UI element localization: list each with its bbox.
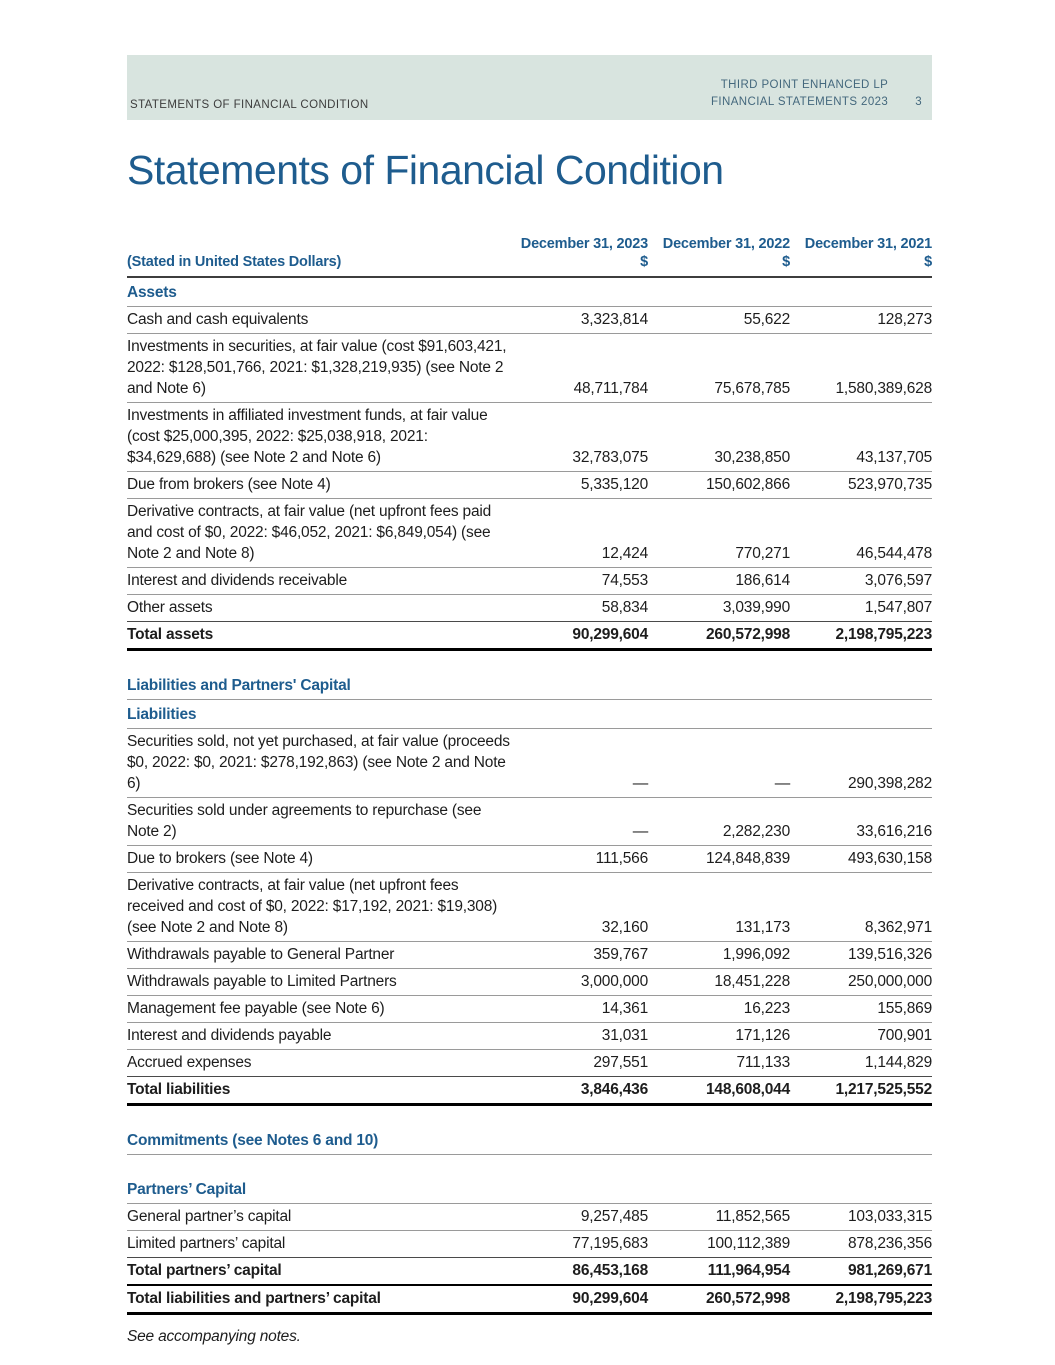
row-value: 3,039,990 xyxy=(648,595,790,622)
row-value: 90,299,604 xyxy=(512,1285,648,1314)
row-value: 14,361 xyxy=(512,996,648,1023)
table-row xyxy=(127,568,932,595)
row-label: Investments in affiliated investment funds, at fair value (cost $25,000,395, 2022: $25,038,918, 2021: $34,629,688) (see Note 2 and Note 6) xyxy=(127,403,512,472)
row-value: 103,033,315 xyxy=(790,1204,932,1231)
section-header-row xyxy=(127,277,932,307)
row-value: 981,269,671 xyxy=(790,1258,932,1286)
row-value: 2,198,795,223 xyxy=(790,622,932,650)
row-value: 128,273 xyxy=(790,307,932,334)
row-value: 18,451,228 xyxy=(648,969,790,996)
table-body xyxy=(127,277,932,1314)
table-row xyxy=(127,622,932,650)
column-currency-2022: $ xyxy=(782,254,790,270)
row-value: — xyxy=(648,729,790,798)
column-header-row xyxy=(127,233,932,277)
row-value: 16,223 xyxy=(648,996,790,1023)
table-row xyxy=(127,403,932,472)
section-label: Liabilities xyxy=(127,700,932,729)
row-value: 148,608,044 xyxy=(648,1077,790,1105)
row-value: 111,566 xyxy=(512,846,648,873)
row-value: 12,424 xyxy=(512,499,648,568)
row-value: 32,160 xyxy=(512,873,648,942)
section-label: Commitments (see Notes 6 and 10) xyxy=(127,1105,932,1155)
table-row xyxy=(127,499,932,568)
row-value: 260,572,998 xyxy=(648,1285,790,1314)
row-value: 493,630,158 xyxy=(790,846,932,873)
row-value: 1,547,807 xyxy=(790,595,932,622)
row-value: 1,996,092 xyxy=(648,942,790,969)
row-label: Withdrawals payable to General Partner xyxy=(127,942,512,969)
row-label: Securities sold under agreements to repurchase (see Note 2) xyxy=(127,798,512,846)
running-header-right-lines xyxy=(711,77,888,111)
row-value: 3,323,814 xyxy=(512,307,648,334)
table-row xyxy=(127,1285,932,1314)
table-row xyxy=(127,996,932,1023)
row-label: Due to brokers (see Note 4) xyxy=(127,846,512,873)
table-row xyxy=(127,846,932,873)
row-value: 3,000,000 xyxy=(512,969,648,996)
row-value: 523,970,735 xyxy=(790,472,932,499)
row-value: 124,848,839 xyxy=(648,846,790,873)
column-currency-2023: $ xyxy=(640,254,648,270)
row-value: 290,398,282 xyxy=(790,729,932,798)
column-header-2021 xyxy=(790,233,932,277)
table-row xyxy=(127,969,932,996)
table-row xyxy=(127,1050,932,1077)
table-row xyxy=(127,729,932,798)
running-header-left: STATEMENTS OF FINANCIAL CONDITION xyxy=(130,99,369,111)
table-row xyxy=(127,873,932,942)
row-value: 3,076,597 xyxy=(790,568,932,595)
page-number: 3 xyxy=(915,96,922,108)
table-row xyxy=(127,595,932,622)
row-value: 75,678,785 xyxy=(648,334,790,403)
row-value: 77,195,683 xyxy=(512,1231,648,1258)
section-label: Partners’ Capital xyxy=(127,1155,932,1204)
column-header-2023 xyxy=(512,233,648,277)
row-value: 3,846,436 xyxy=(512,1077,648,1105)
row-value: 260,572,998 xyxy=(648,622,790,650)
table-row xyxy=(127,1231,932,1258)
row-label: Derivative contracts, at fair value (net upfront fees paid and cost of $0, 2022: $46,052, 2021: $6,849,054) (see Note 2 and Note 8) xyxy=(127,499,512,568)
section-header-row xyxy=(127,1105,932,1155)
table-row xyxy=(127,1077,932,1105)
table-row xyxy=(127,1023,932,1050)
row-value: 111,964,954 xyxy=(648,1258,790,1286)
table-row xyxy=(127,307,932,334)
row-label: Derivative contracts, at fair value (net upfront fees received and cost of $0, 2022: $17,192, 2021: $19,308) (see Note 2 and Note 8) xyxy=(127,873,512,942)
column-header-2022 xyxy=(648,233,790,277)
row-value: 2,282,230 xyxy=(648,798,790,846)
row-value: 8,362,971 xyxy=(790,873,932,942)
company-name: THIRD POINT ENHANCED LP xyxy=(720,79,889,91)
row-value: 297,551 xyxy=(512,1050,648,1077)
section-header-row xyxy=(127,700,932,729)
row-value: 711,133 xyxy=(648,1050,790,1077)
running-header-right xyxy=(711,77,922,111)
row-value: 770,271 xyxy=(648,499,790,568)
row-value: 30,238,850 xyxy=(648,403,790,472)
row-label: Cash and cash equivalents xyxy=(127,307,512,334)
row-value: 131,173 xyxy=(648,873,790,942)
row-value: 74,553 xyxy=(512,568,648,595)
section-label: Assets xyxy=(127,277,932,307)
column-date-2022: December 31, 2022 xyxy=(662,236,790,252)
row-value: 58,834 xyxy=(512,595,648,622)
page-header-band xyxy=(127,55,932,120)
row-value: 9,257,485 xyxy=(512,1204,648,1231)
row-label: Interest and dividends receivable xyxy=(127,568,512,595)
row-value: 86,453,168 xyxy=(512,1258,648,1286)
row-value: 359,767 xyxy=(512,942,648,969)
row-value: 1,217,525,552 xyxy=(790,1077,932,1105)
row-value: 43,137,705 xyxy=(790,403,932,472)
row-label: Other assets xyxy=(127,595,512,622)
row-value: — xyxy=(512,798,648,846)
row-label: Interest and dividends payable xyxy=(127,1023,512,1050)
row-value: 5,335,120 xyxy=(512,472,648,499)
row-value: 250,000,000 xyxy=(790,969,932,996)
row-value: 31,031 xyxy=(512,1023,648,1050)
row-value: 878,236,356 xyxy=(790,1231,932,1258)
table-row xyxy=(127,942,932,969)
section-header-row xyxy=(127,650,932,700)
row-label: Total assets xyxy=(127,622,512,650)
row-value: 46,544,478 xyxy=(790,499,932,568)
row-label: Withdrawals payable to Limited Partners xyxy=(127,969,512,996)
row-value: — xyxy=(512,729,648,798)
row-value: 55,622 xyxy=(648,307,790,334)
row-label: Total liabilities and partners’ capital xyxy=(127,1285,512,1314)
row-value: 11,852,565 xyxy=(648,1204,790,1231)
accompanying-notes-footnote: See accompanying notes. xyxy=(127,1328,301,1345)
row-value: 700,901 xyxy=(790,1023,932,1050)
page-content xyxy=(127,0,932,1346)
column-date-2021: December 31, 2021 xyxy=(804,236,932,252)
table-row xyxy=(127,798,932,846)
row-value: 150,602,866 xyxy=(648,472,790,499)
row-value: 186,614 xyxy=(648,568,790,595)
row-value: 32,783,075 xyxy=(512,403,648,472)
table-row xyxy=(127,334,932,403)
table-row xyxy=(127,472,932,499)
row-label: Total partners’ capital xyxy=(127,1258,512,1286)
page-title: Statements of Financial Condition xyxy=(127,147,724,193)
section-label: Liabilities and Partners' Capital xyxy=(127,650,932,700)
table-row xyxy=(127,1204,932,1231)
table-row xyxy=(127,1258,932,1286)
row-label: Due from brokers (see Note 4) xyxy=(127,472,512,499)
row-value: 100,112,389 xyxy=(648,1231,790,1258)
stated-in-label: (Stated in United States Dollars) xyxy=(127,233,512,277)
row-value: 1,580,389,628 xyxy=(790,334,932,403)
row-value: 33,616,216 xyxy=(790,798,932,846)
row-label: General partner’s capital xyxy=(127,1204,512,1231)
section-header-row xyxy=(127,1155,932,1204)
row-value: 2,198,795,223 xyxy=(790,1285,932,1314)
row-value: 139,516,326 xyxy=(790,942,932,969)
row-label: Total liabilities xyxy=(127,1077,512,1105)
row-value: 90,299,604 xyxy=(512,622,648,650)
row-value: 155,869 xyxy=(790,996,932,1023)
row-value: 171,126 xyxy=(648,1023,790,1050)
row-label: Investments in securities, at fair value (cost $91,603,421, 2022: $128,501,766, 2021: $1,328,219,935) (see Note 2 and Note 6) xyxy=(127,334,512,403)
row-label: Securities sold, not yet purchased, at fair value (proceeds $0, 2022: $0, 2021: $278,192,863) (see Note 2 and Note 6) xyxy=(127,729,512,798)
report-name: FINANCIAL STATEMENTS 2023 xyxy=(710,96,889,108)
column-date-2023: December 31, 2023 xyxy=(520,236,648,252)
row-label: Limited partners’ capital xyxy=(127,1231,512,1258)
row-value: 1,144,829 xyxy=(790,1050,932,1077)
column-currency-2021: $ xyxy=(924,254,932,270)
row-label: Management fee payable (see Note 6) xyxy=(127,996,512,1023)
financial-condition-table xyxy=(127,233,932,1315)
row-value: 48,711,784 xyxy=(512,334,648,403)
row-label: Accrued expenses xyxy=(127,1050,512,1077)
